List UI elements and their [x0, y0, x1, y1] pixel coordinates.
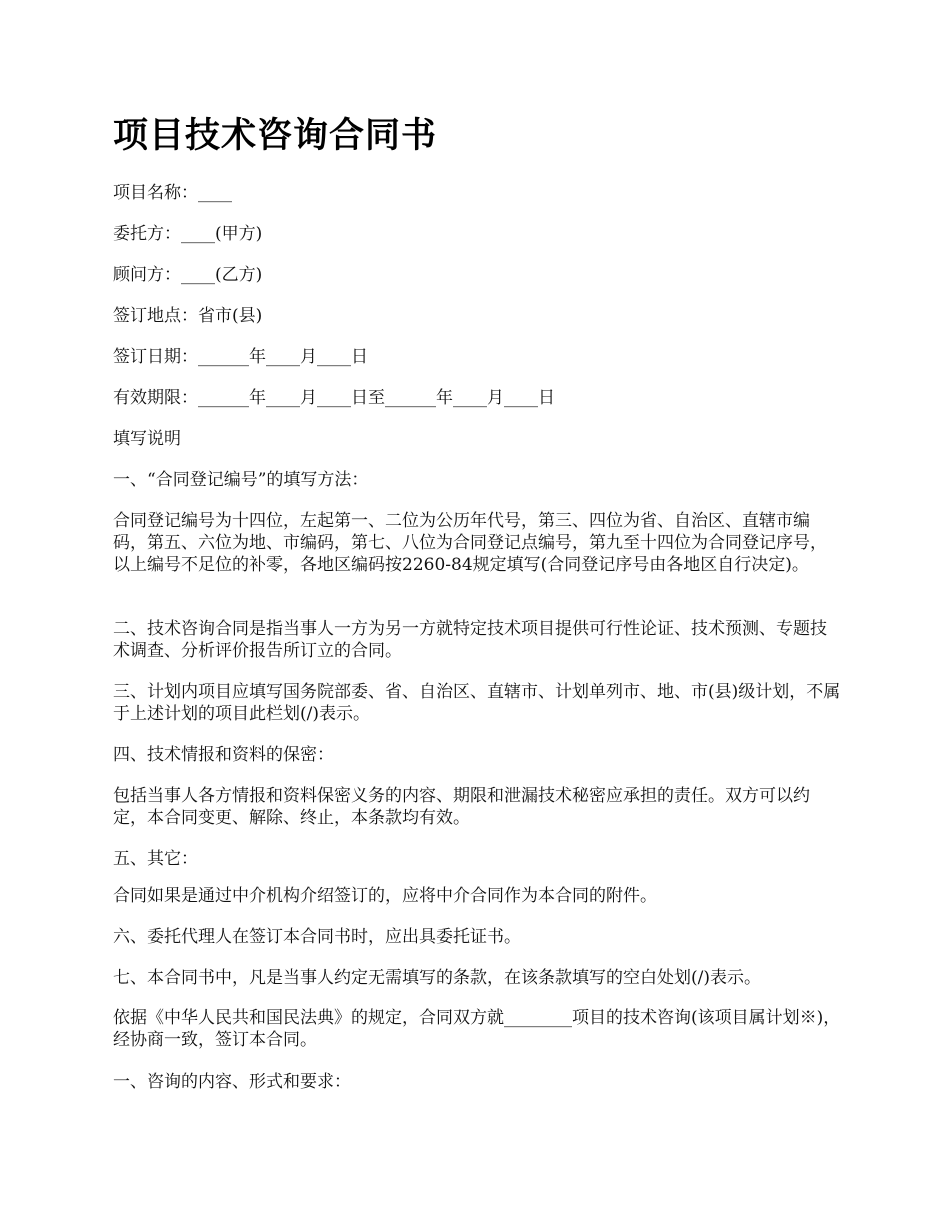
document-title: 项目技术咨询合同书	[113, 115, 438, 156]
instruction-1-heading: 一、“合同登记编号”的填写方法：	[113, 470, 369, 490]
contract-preamble: 依据《中华人民共和国民法典》的规定，合同双方就________项目的技术咨询(该项目属计划※)，经协商一致，签订本合同。	[113, 1008, 841, 1050]
instruction-2: 二、技术咨询合同是指当事人一方为另一方就特定技术项目提供可行性论证、技术预测、专题技术调查、分析评价报告所订立的合同。	[113, 619, 827, 661]
field-signing-place: 签订地点：省市(县)	[113, 306, 263, 326]
instruction-7: 七、本合同书中，凡是当事人约定无需填写的条款，在该条款填写的空白处划(/)表示。	[113, 968, 761, 988]
field-consultant: 顾问方：____(乙方)	[113, 265, 263, 285]
instruction-1-body: 合同登记编号为十四位，左起第一、二位为公历年代号，第三、四位为省、自治区、直辖市编码，第五、六位为地、市编码，第七、八位为合同登记点编号，第九至十四位为合同登记序号，以上编号不足位的补零，各地区编码按2260-84规定填写(合同登记序号由各地区自行决定)。	[113, 511, 827, 575]
instruction-3: 三、计划内项目应填写国务院部委、省、自治区、直辖市、计划单列市、地、市(县)级计划，不属于上述计划的项目此栏划(/)表示。	[113, 682, 841, 724]
instruction-4-heading: 四、技术情报和资料的保密：	[113, 745, 334, 765]
instructions-heading: 填写说明	[113, 429, 181, 449]
field-validity: 有效期限：______年____月____日至______年____月____日	[113, 388, 555, 408]
field-client: 委托方：____(甲方)	[113, 224, 263, 244]
field-project-name: 项目名称：____	[113, 183, 232, 203]
instruction-5-body: 合同如果是通过中介机构介绍签订的，应将中介合同作为本合同的附件。	[113, 886, 657, 906]
instruction-5-heading: 五、其它：	[113, 849, 198, 869]
instruction-6: 六、委托代理人在签订本合同书时，应出具委托证书。	[113, 927, 521, 947]
field-signing-date: 签订日期：______年____月____日	[113, 347, 368, 367]
instruction-4-body: 包括当事人各方情报和资料保密义务的内容、期限和泄漏技术秘密应承担的责任。双方可以约定，本合同变更、解除、终止，本条款均有效。	[113, 786, 810, 828]
section-1-heading: 一、咨询的内容、形式和要求：	[113, 1072, 351, 1092]
